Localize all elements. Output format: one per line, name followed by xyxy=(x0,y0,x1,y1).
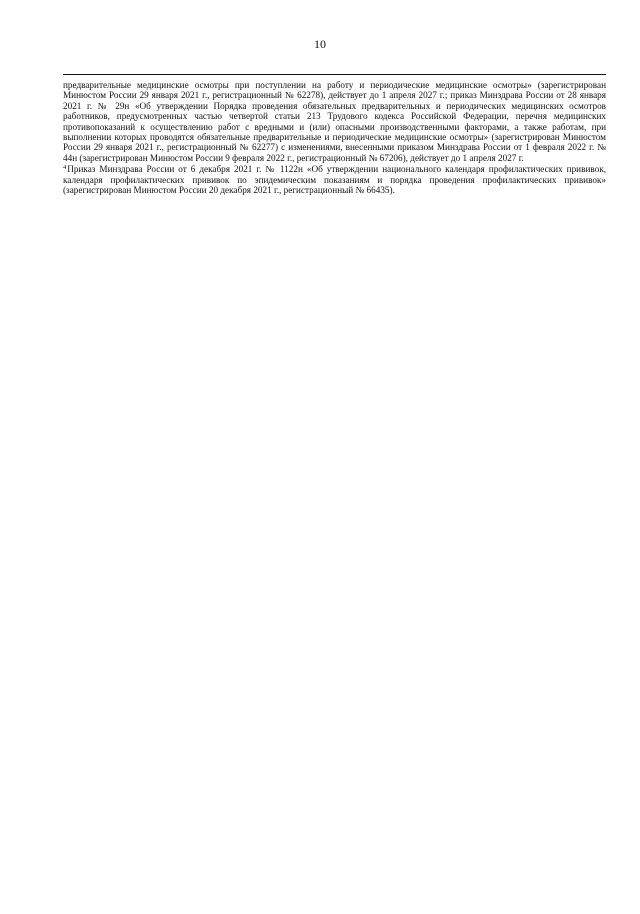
footnote-4 xyxy=(63,163,606,195)
page-number: 10 xyxy=(314,37,326,51)
footnote-continued xyxy=(63,80,606,163)
footnotes-section xyxy=(63,80,606,195)
footnote-text: предварительные медицинские осмотры при поступлении на работу и периодические медицинские осмотры» (зарегистрирован Минюстом России 29 января 2021 г., регистрационный № 62278), действует до 1 апреля 2027 г.; приказ Минздрава России от 28 января 2021 г. № 29н «Об утверждении Порядка проведения обязательных предварительных и периодических медицинских осмотров работников, предусмотренных частью четвертой статьи 213 Трудового кодекса Российской Федерации, перечня медицинских противопоказаний к осуществлению работ с вредными и (или) опасными производственными факторами, а также работам, при выполнении которых проводятся обязательные предварительные и периодические медицинские осмотры» (зарегистрирован Минюстом России 29 января 2021 г., регистрационный № 62277) с изменениями, внесенными приказом Минздрава России от 1 февраля 2022 г. № 44н (зарегистрирован Минюстом России 9 февраля 2022 г., регистрационный № 67206), действует до 1 апреля 2027 г. xyxy=(63,80,606,163)
footnote-text: Приказ Минздрава России от 6 декабря 2021 г. № 1122н «Об утверждении национального календаря профилактических прививок, календаря профилактических прививок по эпидемическим показаниям и порядка проведения профилактических прививок» (зарегистрирован Минюстом России 20 декабря 2021 г., регистрационный № 66435). xyxy=(63,164,606,196)
footnote-marker: 4 xyxy=(63,164,67,172)
footnote-separator xyxy=(63,74,606,75)
